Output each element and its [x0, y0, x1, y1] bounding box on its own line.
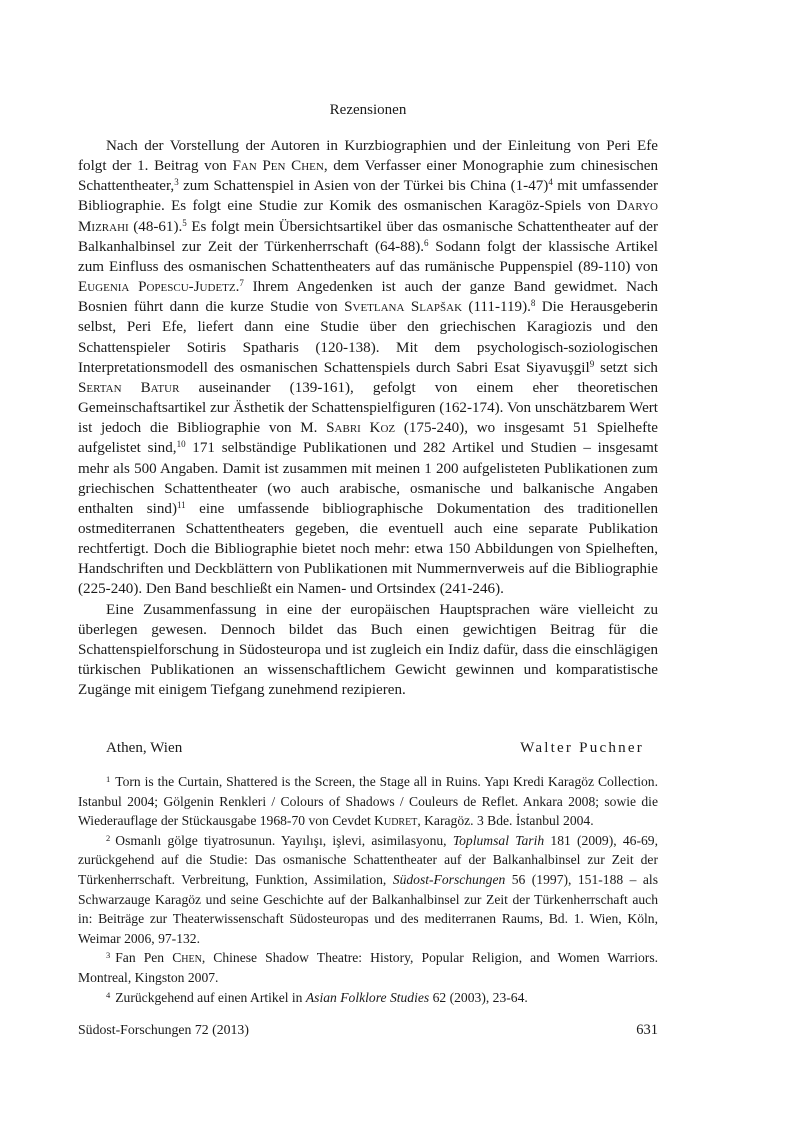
text-run: Nach der Vorstellung der Autoren in Kurzbiographien und der Einleitung von Peri Efe folgt der 1. Beitrag von — [78, 138, 658, 175]
running-head: Rezensionen — [329, 102, 407, 118]
page-number: 631 — [636, 1022, 658, 1038]
footnote-number: 1 — [106, 774, 111, 784]
journal-citation: Südost-Forschungen 72 (2013) — [78, 1022, 249, 1037]
text-run: , dem Verfasser einer Monographie zum chinesischen Schattentheater, — [78, 158, 658, 195]
journal-title: Asian Folklore Studies — [305, 989, 430, 1005]
text-run: 171 selbständige Publikationen und 282 Artikel und Studien – insgesamt mehr als 500 Angaben. Damit ist zusammen mit meinen 1 200 aufgelisteten Publikationen zum griechischen Schattentheater (wo auch arabische, osmanische und balkanische Angaben enthalten sind) — [78, 440, 659, 517]
text-run: (175-240), wo insgesamt 51 Spielhefte aufgelistet sind, — [78, 420, 658, 457]
author-name: Kudret — [374, 813, 418, 829]
footnote-ref: 10 — [176, 439, 186, 450]
text-run: zum Schattenspiel in Asien von der Türkei bis China (1-47) — [178, 178, 549, 195]
text-run: mit umfassender Bibliographie. Es folgt eine Studie zur Komik des osmanischen Karagöz-Spiels von — [78, 178, 658, 215]
author-name: Chen — [172, 950, 202, 966]
footnote-ref: 11 — [176, 499, 186, 510]
text-run: Sodann folgt der klassische Artikel zum Einfluss des osmanischen Schattentheaters auf das rumänische Puppenspiel (89-110) von — [78, 238, 658, 275]
footnote-ref: 6 — [424, 237, 429, 248]
text-run: setzt sich — [594, 359, 658, 376]
signature-author: Walter Puchner — [520, 740, 644, 756]
footnote-ref: 3 — [174, 177, 179, 188]
author-name: Sertan Batur — [78, 379, 180, 396]
text-run: Ihrem Angedenken ist auch der ganze Band gewidmet. Nach Bosnien führt dann die kurze Studie von — [78, 279, 658, 316]
text-run: Es folgt mein Übersichtsartikel über das osmanische Schattentheater auf der Balkanhalbinsel zur Zeit der Türkenherrschaft (64-88). — [78, 218, 658, 255]
footnote-ref: 4 — [548, 177, 553, 188]
text-run: eine umfassende bibliographische Dokumentation des traditionellen ostmediterranen Schattentheaters gegeben, die eventuell auch eine separate Publikation rechtfertigt. Doch die Bibliographie bietet noch mehr: etwa 150 Abbildungen von Spielheften, Handschriften und Deckblättern von Publikationen mit Nummernverweis auf die Bibliographie (225-240). Den Band beschließt ein Namen- und Ortsindex (241-246). — [78, 500, 658, 598]
text-run: , Karagöz. 3 Bde. İstanbul 2004. — [417, 813, 594, 829]
footnotes — [78, 772, 658, 1007]
body-paragraph-1 — [78, 136, 658, 600]
author-name: Svetlana Slapšak — [344, 299, 463, 316]
footnote-ref: 7 — [239, 278, 244, 289]
text-run: Osmanlı gölge tiyatrosunun. Yayılışı, işlevi, asimilasyonu, — [115, 832, 453, 848]
footnote-number: 2 — [106, 832, 111, 843]
footnote-1 — [78, 772, 658, 831]
journal-title: Südost-Forschungen — [392, 871, 506, 887]
text-run: Zurückgehend auf einen Artikel in — [115, 989, 306, 1005]
text-run: 56 (1997), 151-188 – als Schwarzauge Karagöz und seine Geschichte auf der Balkanhalbinsel zur Zeit der Türkenherrschaft auch in: Beiträge zur Theaterwissenschaft Südosteuropas und des mediterranen Raums, Bd. 1. Wien, Köln, Weimar 2006, 97-132. — [78, 871, 658, 946]
signature-place: Athen, Wien — [106, 740, 183, 756]
text-run: Die Herausgeberin selbst, Peri Efe, liefert dann eine Studie über den griechischen Karagiozis und den Schattenspieler Sotiris Spatharis (120-138). Mit dem psychologisch-soziologischen Interpretationsmodell des osmanischen Schattenspiels durch Sabri Esat Siyavuşgil — [78, 299, 658, 376]
footnote-ref: 9 — [589, 358, 595, 369]
footnote-number: 4 — [106, 989, 111, 1000]
footnote-3 — [78, 948, 658, 987]
text-run: 62 (2003), 23-64. — [429, 989, 528, 1005]
author-name: Eugenia Popescu-Judetz — [78, 279, 236, 296]
text-run: Fan Pen — [115, 950, 173, 966]
text-run: (111-119). — [462, 299, 531, 316]
author-name: Daryo Mizrahi — [78, 198, 658, 235]
footnote-ref: 5 — [182, 217, 187, 228]
footnote-2 — [78, 831, 658, 949]
body-paragraph-2: Eine Zusammenfassung in eine der europäischen Hauptsprachen wäre vielleicht zu überlegen gewesen. Dennoch bildet das Buch einen gewichtigen Beitrag für die Schattenspielforschung in Südosteuropa und ist zugleich ein Indiz dafür, dass die einschlägigen türkischen Publikationen an wissenschaftlichem Gewicht gewinnen und komparatistische Zugänge mit einigem Tiefgang zunehmend rezipieren. — [78, 601, 658, 699]
footnote-ref: 8 — [530, 298, 536, 309]
footnote-number: 3 — [106, 950, 111, 961]
text-run: . — [235, 279, 240, 296]
text-run: (48-61). — [128, 218, 183, 235]
text-run: auseinander (139-161), gefolgt von einem eher theoretischen Gemeinschaftsartikel zur Ästhetik der Schattenspielfiguren (162-174). Von unschätzbarem Wert ist jedoch die Bibliographie von M. — [78, 379, 658, 437]
author-name: Sabri Koz — [326, 420, 396, 437]
review-body — [78, 136, 658, 700]
footnote-4 — [78, 988, 658, 1008]
text-run: Torn is the Curtain, Shattered is the Screen, the Stage all in Ruins. Yapı Kredi Karagöz Collection. Istanbul 2004; Gölgenin Renkleri / Colours of Shadows / Couleurs de Reflet. Ankara 2008; sowie die Wiederauflage der Stückausgabe 1968-70 von Cevdet — [78, 774, 658, 829]
author-name: Fan Pen Chen — [232, 158, 324, 175]
text-run: 181 (2009), 46-69, zurückgehend auf die Studie: Das osmanische Schattentheater auf der Balkanhalbinsel zur Zeit der Türkenherrschaft. Verbreitung, Funktion, Assimilation, — [78, 832, 658, 887]
text-run: , Chinese Shadow Theatre: History, Popular Religion, and Women Warriors. Montreal, Kingston 2007. — [78, 950, 659, 985]
journal-title: Toplumsal Tarih — [452, 832, 545, 848]
